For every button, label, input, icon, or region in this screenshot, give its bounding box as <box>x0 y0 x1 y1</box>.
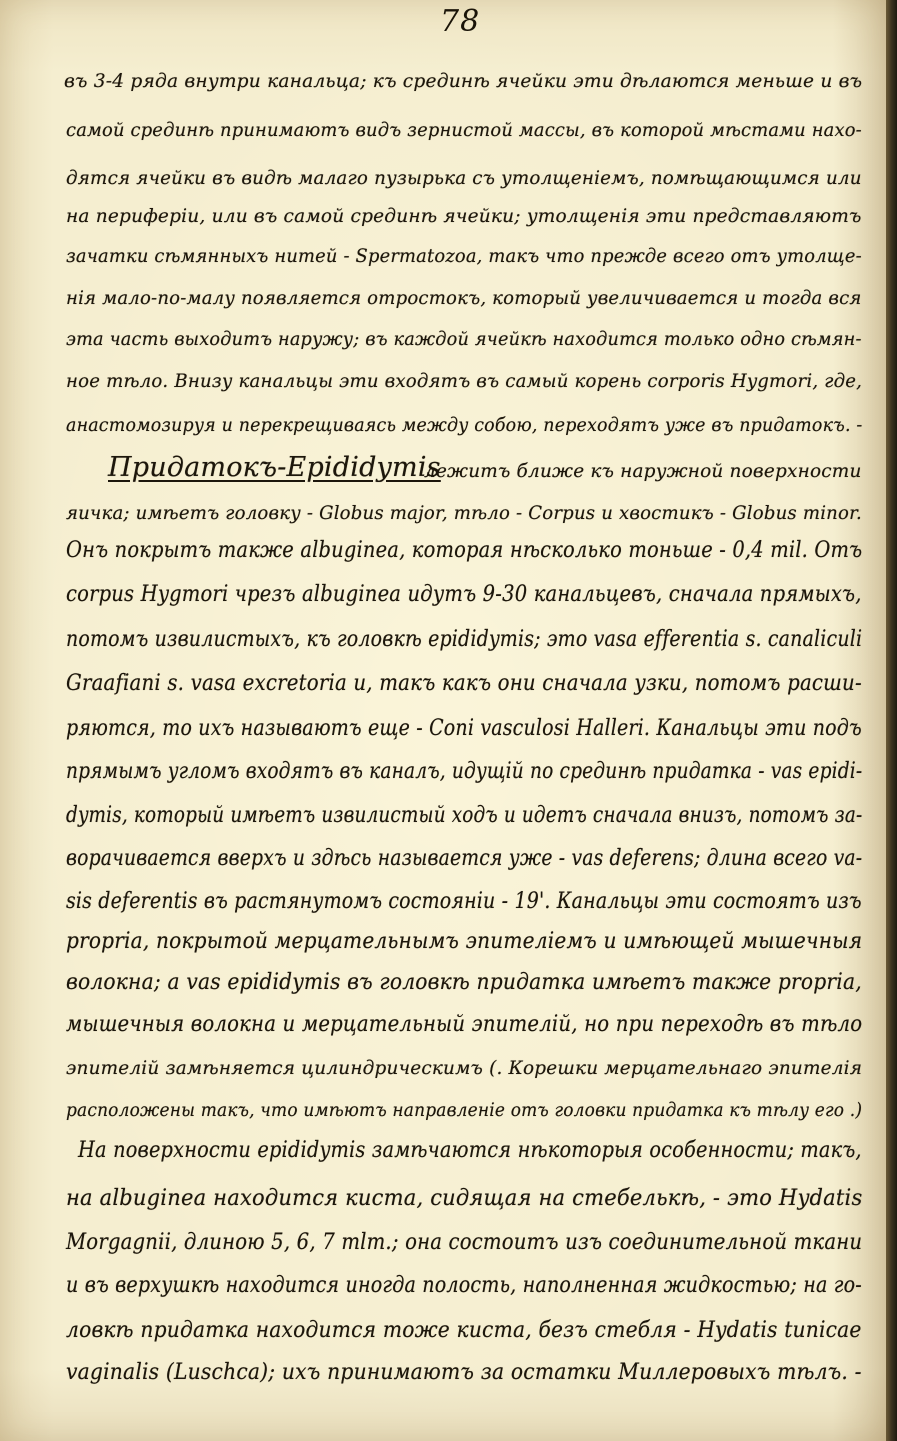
text-line: мышечныя волокна и мерцательный эпителій, но при переходѣ въ тѣло <box>66 1012 863 1037</box>
text-line: яичка; имѣетъ головку - Globus major, тѣло - Corpus и хвостикъ - Globus minor. <box>66 502 862 524</box>
text-line: ловкѣ придатка находится тоже киста, безъ стебля - Hydatis tunicae <box>66 1318 862 1343</box>
text-line: propria, покрытой мерцательнымъ эпителіемъ и имѣющей мышечныя <box>66 929 863 954</box>
page-number: 78 <box>440 4 481 39</box>
text-line: sis deferentis въ растянутомъ состояніи - 19'. Канальцы эти состоятъ изъ <box>66 889 862 914</box>
page-edge-shadow <box>886 0 897 1441</box>
text-line: нія мало-по-малу появляется отростокъ, который увеличивается и тогда вся <box>66 287 862 309</box>
text-line: потомъ извилистыхъ, къ головкѣ epididymis; это vasa efferentia s. canaliculi <box>66 627 863 652</box>
text-line: Graafiani s. vasa excretoria и, такъ какъ они сначала узки, потомъ расши- <box>66 671 862 696</box>
text-line: волокна; а vas epididymis въ головкѣ придатка имѣетъ также propria, <box>66 970 862 995</box>
text-line: лежитъ ближе къ наружной поверхности <box>424 460 862 482</box>
text-line: анастомозируя и перекрещиваясь между собою, переходятъ уже въ придатокъ. - <box>66 414 863 436</box>
text-line: прямымъ угломъ входятъ въ каналъ, идущій по срединѣ придатка - vas epidi- <box>66 759 863 784</box>
text-line: расположены такъ, что имѣютъ направленіе отъ головки придатка къ тѣлу его .) <box>66 1099 863 1121</box>
text-line: и въ верхушкѣ находится иногда полость, наполненная жидкостью; на го- <box>66 1273 862 1298</box>
text-line: ворачивается вверхъ и здѣсь называется уже - vas deferens; длина всего va- <box>66 846 863 871</box>
text-line: эпителій замѣняется цилиндрическимъ (. Корешки мерцательнаго эпителія <box>66 1057 863 1079</box>
text-line: дятся ячейки въ видѣ малаго пузырька съ утолщеніемъ, помѣщающимся или <box>66 167 862 189</box>
text-line: эта часть выходитъ наружу; въ каждой ячейкѣ находится только одно сѣмян- <box>66 328 862 350</box>
text-line: ное тѣло. Внизу канальцы эти входятъ въ самый корень corporis Hygmori, где, <box>66 370 863 392</box>
text-line: corpus Hygmori чрезъ albuginea идутъ 9-30 канальцевъ, сначала прямыхъ, <box>66 582 862 607</box>
text-line: vaginalis (Luschca); ихъ принимаютъ за остатки Миллеровыхъ тѣлъ. - <box>66 1360 862 1385</box>
text-line: самой срединѣ принимаютъ видъ зернистой массы, въ которой мѣстами нахо- <box>66 119 862 141</box>
text-line: На поверхности epididymis замѣчаются нѣкоторыя особенности; такъ, <box>78 1138 862 1163</box>
text-line: dymis, который имѣетъ извилистый ходъ и идетъ сначала внизъ, потомъ за- <box>66 803 863 828</box>
section-heading: Придатокъ-Epididymis <box>108 452 441 483</box>
text-line: въ 3-4 ряда внутри канальца; къ срединѣ ячейки эти дѣлаются меньше и въ <box>64 70 863 92</box>
text-line: Morgagnii, длиною 5, 6, 7 mlm.; она состоитъ изъ соединительной ткани <box>66 1230 863 1255</box>
text-line: зачатки сѣмянныхъ нитей - Spermatozoa, такъ что прежде всего отъ утолще- <box>66 245 862 267</box>
text-line: на периферіи, или въ самой срединѣ ячейки; утолщенія эти представляютъ <box>66 205 862 227</box>
text-line: на albuginea находится киста, сидящая на стебелькѣ, - это Hydatis <box>66 1186 863 1211</box>
text-line: ряются, то ихъ называютъ еще - Coni vasculosi Halleri. Канальцы эти подъ <box>66 716 862 741</box>
text-line: Онъ покрытъ также albuginea, которая нѣсколько тоньше - 0,4 mil. Отъ <box>66 538 863 563</box>
